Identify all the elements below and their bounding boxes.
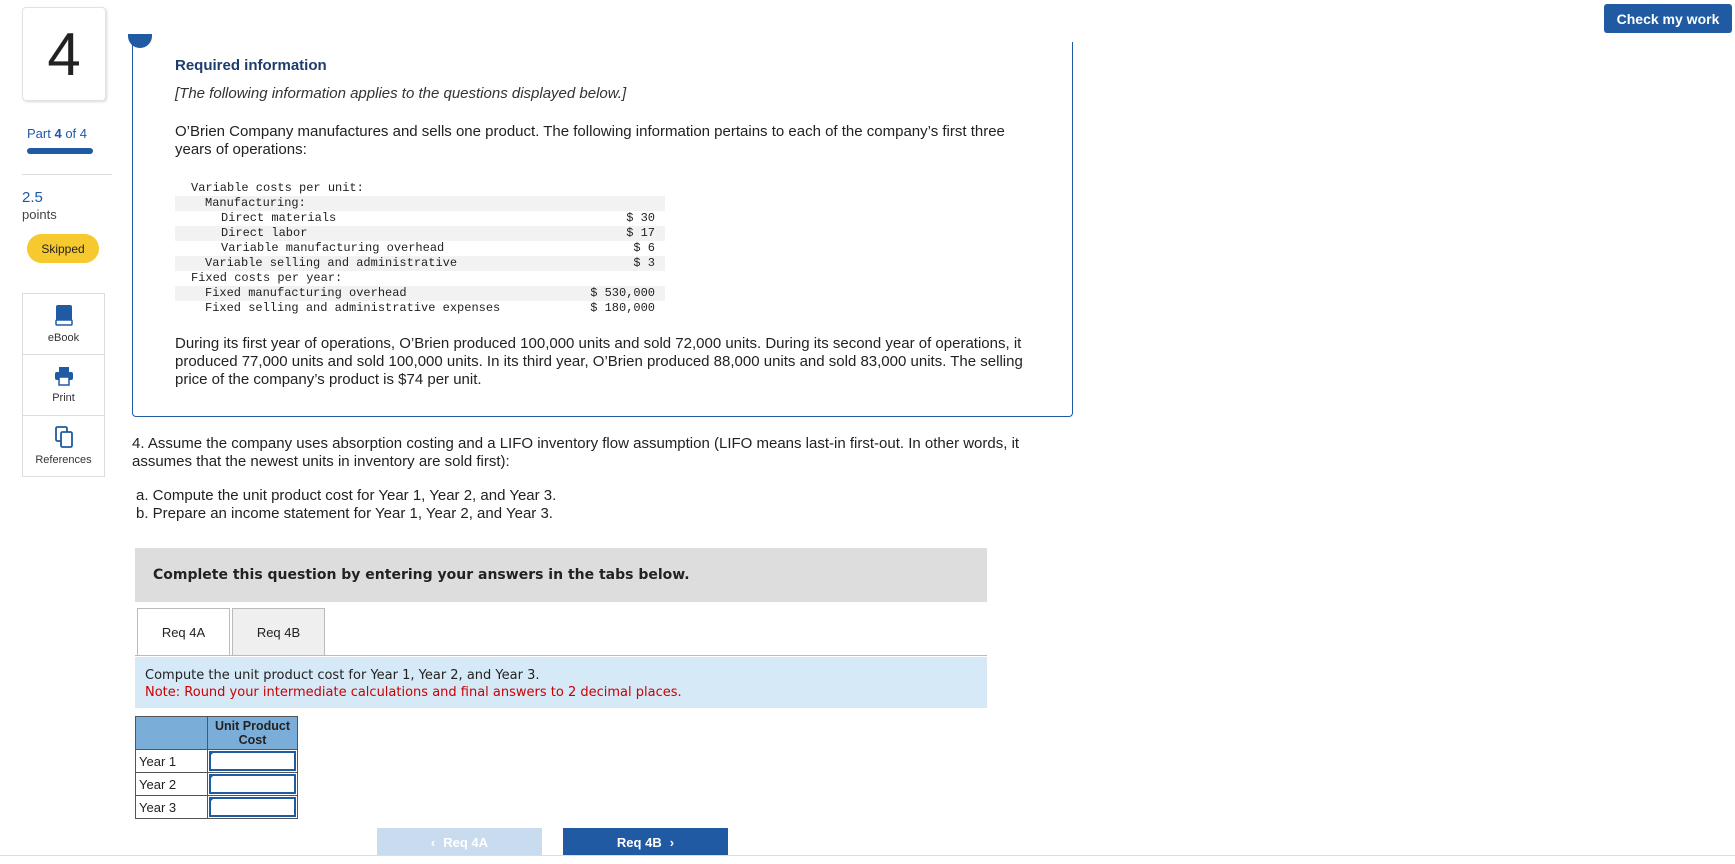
row-value: $ 530,000: [590, 286, 655, 300]
row-value: $ 180,000: [590, 301, 655, 315]
required-info-subtitle: [The following information applies to the questions displayed below.]: [175, 85, 627, 102]
points-value: 2.5: [22, 189, 43, 206]
row-value: $ 3: [633, 256, 655, 270]
row-label: Variable costs per unit:: [191, 181, 364, 195]
next-req-button[interactable]: [563, 828, 728, 856]
print-label: Print: [52, 392, 75, 404]
print-button[interactable]: [23, 355, 104, 416]
tab-req-4a[interactable]: Req 4A: [137, 608, 230, 656]
next-label: Req 4B: [616, 834, 662, 850]
table-row: [175, 256, 665, 271]
part-label: Part: [27, 126, 51, 141]
cost-data-table: [175, 181, 665, 316]
part-of: of 4: [65, 126, 88, 141]
copy-icon: [55, 426, 73, 448]
row-label: Manufacturing:: [205, 196, 306, 210]
points-label: points: [22, 207, 57, 222]
ebook-button[interactable]: [23, 294, 104, 355]
table-row: [175, 301, 665, 316]
row-label: Year 1: [136, 750, 208, 773]
row-value: $ 17: [626, 226, 655, 240]
divider: [22, 174, 112, 175]
row-label: Direct materials: [221, 211, 337, 225]
table-row: [175, 181, 665, 196]
instructions-banner: Complete this question by entering your answers in the tabs below.: [135, 548, 987, 602]
references-label: References: [35, 454, 92, 466]
row-value: $ 6: [633, 241, 655, 255]
row-label: Fixed manufacturing overhead: [205, 286, 407, 300]
table-row: [136, 750, 298, 773]
chevron-right-icon: ›: [669, 834, 675, 850]
tab-req-4b[interactable]: Req 4B: [232, 608, 325, 656]
tools-panel: [22, 293, 105, 477]
row-label: Direct labor: [221, 226, 308, 240]
table-row: [175, 226, 665, 241]
year-3-cost-input[interactable]: [208, 796, 298, 819]
info-intro: O’Brien Company manufactures and sells one product. The following information pertains to each of the company’s first three years of operations:: [175, 123, 1005, 158]
required-info-title: Required information: [175, 57, 327, 74]
prev-req-button: [377, 828, 542, 856]
empty-header: [136, 717, 208, 750]
printer-icon: [54, 366, 74, 386]
tab-divider: [135, 655, 987, 656]
table-row: [136, 773, 298, 796]
year-2-cost-input[interactable]: [208, 773, 298, 796]
table-row: [175, 196, 665, 211]
part-indicator: [27, 126, 87, 141]
table-row: [175, 211, 665, 226]
year-1-cost-input[interactable]: [208, 750, 298, 773]
instruction-panel: [135, 657, 987, 708]
instruction-text: Compute the unit product cost for Year 1, Year 2, and Year 3.: [145, 668, 540, 683]
question-text: 4. Assume the company uses absorption costing and a LIFO inventory flow assumption (LIFO means last-in first-out. In other words, it assumes that the newest units in inventory are sold first):: [132, 435, 1020, 470]
book-icon: [55, 304, 73, 326]
rounding-note: Note: Round your intermediate calculations and final answers to 2 decimal places.: [145, 685, 682, 700]
ebook-label: eBook: [47, 332, 80, 344]
table-row: [175, 271, 665, 286]
row-label: Variable selling and administrative: [205, 256, 458, 270]
row-label: Year 3: [136, 796, 208, 819]
part-progress-bar: [27, 148, 93, 154]
info-details: During its first year of operations, O’Brien produced 100,000 units and sold 72,000 units. During its second year of operations, it produced 77,000 units and sold 100,000 units. In its third year, O’Brien produced 88,000 units and sold 83,000 units. The selling price of the company’s product is $74 per unit.: [175, 335, 1023, 388]
chevron-left-icon: ‹: [430, 834, 436, 850]
question-part-a: a. Compute the unit product cost for Year 1, Year 2, and Year 3.: [136, 487, 557, 504]
table-row: [175, 286, 665, 301]
part-current: 4: [54, 126, 62, 141]
row-label: Variable manufacturing overhead: [221, 241, 445, 255]
check-my-work-button[interactable]: Check my work: [1604, 4, 1732, 33]
row-label: Fixed selling and administrative expenses: [205, 301, 501, 315]
row-label: Year 2: [136, 773, 208, 796]
status-badge: Skipped: [27, 234, 99, 263]
column-header: Unit Product Cost: [208, 717, 298, 750]
row-value: $ 30: [626, 211, 655, 225]
question-part-b: b. Prepare an income statement for Year 1, Year 2, and Year 3.: [136, 505, 553, 522]
row-label: Fixed costs per year:: [191, 271, 343, 285]
prev-label: Req 4A: [443, 834, 489, 850]
unit-product-cost-table: [135, 716, 298, 819]
table-row: [175, 241, 665, 256]
question-number: 4: [22, 7, 106, 101]
table-row: [136, 796, 298, 819]
footer-divider: [0, 855, 1735, 856]
references-button[interactable]: [23, 416, 104, 476]
